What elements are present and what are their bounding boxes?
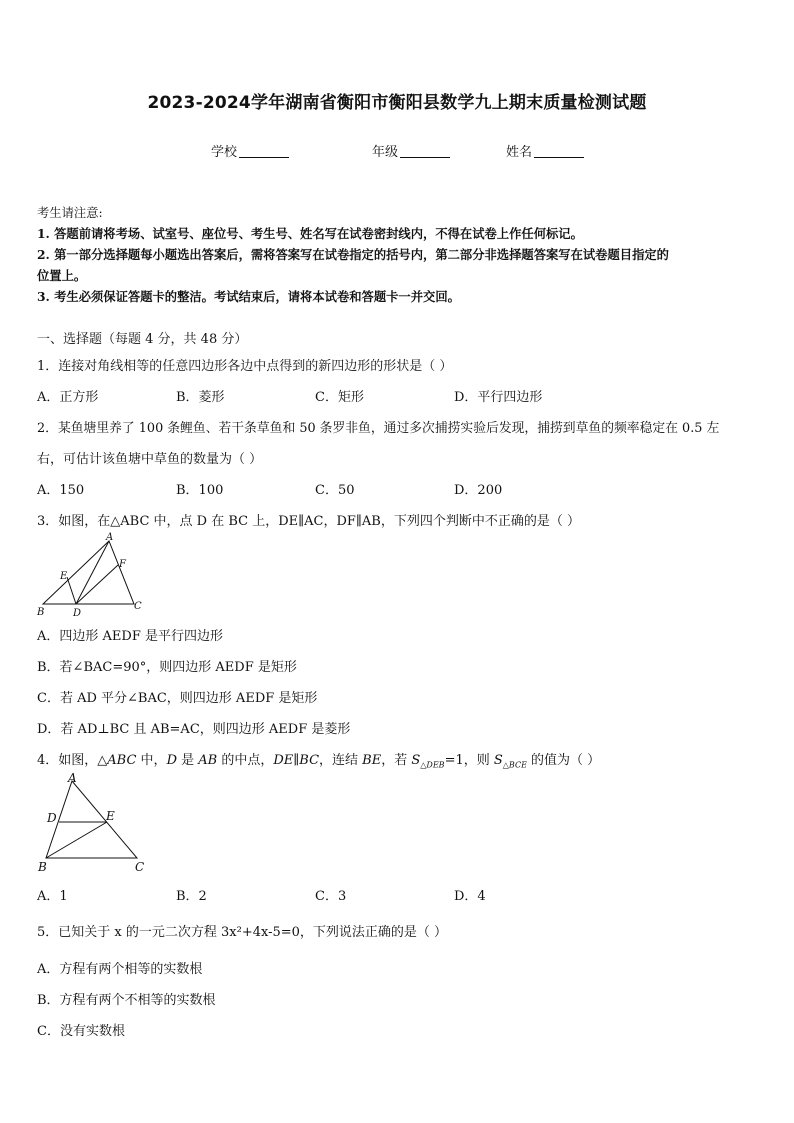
q4-area-s1: S — [411, 753, 421, 768]
label-c: C — [134, 601, 142, 612]
q4-triangle-figure — [34, 771, 154, 876]
q3-option-d[interactable]: D．若 AD⊥BC 且 AB=AC，则四边形 AEDF 是菱形 — [37, 722, 351, 737]
q4-stem — [37, 749, 600, 770]
q2-stem-line2: 右，可估计该鱼塘中草鱼的数量为（ ） — [37, 452, 263, 467]
label-a: A — [106, 532, 114, 543]
section-heading: 一、选择题（每题 4 分，共 48 分） — [37, 332, 248, 347]
page-title: 2023-2024学年湖南省衡阳市衡阳县数学九上期末质量检测试题 — [147, 93, 647, 113]
q1-stem: 1．连接对角线相等的任意四边形各边中点得到的新四边形的形状是（ ） — [37, 359, 453, 374]
label-d: D — [73, 608, 82, 619]
q4-text-3: 的中点， — [217, 753, 274, 768]
q3-option-b[interactable]: B．若∠BAC=90°，则四边形 AEDF 是矩形 — [37, 660, 297, 675]
q3-stem: 3．如图，在△ABC 中，点 D 在 BC 上，DE∥AC，DF∥AB，下列四个判断中不正确的是（ ） — [37, 514, 580, 529]
q3-option-c[interactable]: C．若 AD 平分∠BAC，则四边形 AEDF 是矩形 — [37, 691, 318, 706]
label-e: E — [60, 571, 68, 582]
q1-option-c[interactable]: C．矩形 — [315, 390, 364, 405]
q2-option-d[interactable]: D．200 — [454, 483, 503, 498]
q4-area-s2: S — [493, 753, 503, 768]
q1-option-b[interactable]: B．菱形 — [176, 390, 225, 405]
q4-text-2: 是 — [177, 753, 199, 768]
notice-item-2: 2. 第一部分选择题每小题选出答案后，需将答案写在试卷指定的括号内，第二部分非选择题答案写在试卷题目指定的 — [37, 247, 669, 262]
q4-text-tail: 的值为（ ） — [526, 753, 601, 768]
q5-stem: 5．已知关于 x 的一元二次方程 3x²+4x-5=0，下列说法正确的是（ ） — [37, 925, 448, 940]
q4-text-eq: =1，则 — [444, 753, 494, 768]
segment-ad — [76, 541, 109, 604]
q3-option-a[interactable]: A．四边形 AEDF 是平行四边形 — [37, 629, 223, 644]
school-field — [211, 141, 289, 160]
segment-de — [67, 577, 76, 604]
q4-segment-ab: AB — [198, 753, 218, 768]
q2-stem-line1: 2．某鱼塘里养了 100 条鲤鱼、若干条草鱼和 50 条罗非鱼，通过多次捕捞实验后发现，捕捞到草鱼的频率稳定在 0.5 左 — [37, 421, 720, 436]
q2-option-a[interactable]: A．150 — [37, 483, 85, 498]
triangle-abc — [43, 541, 134, 604]
segment-df — [76, 565, 118, 604]
q4-option-a[interactable]: A．1 — [37, 889, 68, 904]
name-field — [506, 141, 584, 160]
triangle-abc — [46, 781, 137, 858]
q4-triangle: △ABC — [97, 753, 137, 768]
q4-parallel: DE∥BC — [273, 753, 320, 768]
q4-stem-pre: 4．如图， — [37, 753, 98, 768]
notice-item-2-cont: 位置上。 — [37, 268, 87, 283]
label-a: A — [68, 771, 77, 785]
notice-item-1: 1. 答题前请将考场、试室号、座位号、考生号、姓名写在试卷密封线内，不得在试卷上作任何标记。 — [37, 226, 583, 241]
q2-option-c[interactable]: C．50 — [315, 483, 355, 498]
q4-point-d: D — [166, 753, 177, 768]
name-label: 姓名 — [506, 145, 533, 160]
q5-option-b[interactable]: B．方程有两个不相等的实数根 — [37, 993, 216, 1008]
q4-area-s1-sub: △DEB — [420, 760, 445, 770]
q4-segment-be: BE — [362, 753, 382, 768]
school-label: 学校 — [211, 145, 238, 160]
label-d: D — [47, 811, 57, 825]
school-blank — [239, 145, 289, 158]
q4-option-c[interactable]: C．3 — [315, 889, 347, 904]
notice-heading: 考生请注意: — [37, 206, 103, 220]
q4-option-b[interactable]: B．2 — [176, 889, 207, 904]
label-b: B — [38, 860, 47, 874]
q4-text-5: ，若 — [381, 753, 412, 768]
grade-field — [372, 141, 450, 160]
q4-area-s2-sub: △BCE — [502, 760, 527, 770]
label-f: F — [119, 559, 126, 570]
q2-option-b[interactable]: B．100 — [176, 483, 224, 498]
grade-blank — [400, 145, 450, 158]
q1-option-a[interactable]: A．正方形 — [37, 390, 99, 405]
label-b: B — [37, 607, 45, 618]
notice-item-3: 3. 考生必须保证答题卡的整洁。考试结束后，请将本试卷和答题卡一并交回。 — [37, 289, 460, 304]
q5-option-c[interactable]: C．没有实数根 — [37, 1024, 125, 1039]
q1-option-d[interactable]: D．平行四边形 — [454, 390, 543, 405]
name-blank — [534, 145, 584, 158]
q4-text-4: ，连结 — [319, 753, 363, 768]
q4-option-d[interactable]: D．4 — [454, 889, 486, 904]
q3-triangle-figure — [34, 531, 149, 619]
q5-option-a[interactable]: A．方程有两个相等的实数根 — [37, 962, 203, 977]
q4-text-1: 中， — [136, 753, 167, 768]
label-e: E — [106, 809, 115, 823]
grade-label: 年级 — [372, 145, 399, 160]
segment-be — [46, 822, 107, 858]
label-c: C — [135, 860, 145, 874]
